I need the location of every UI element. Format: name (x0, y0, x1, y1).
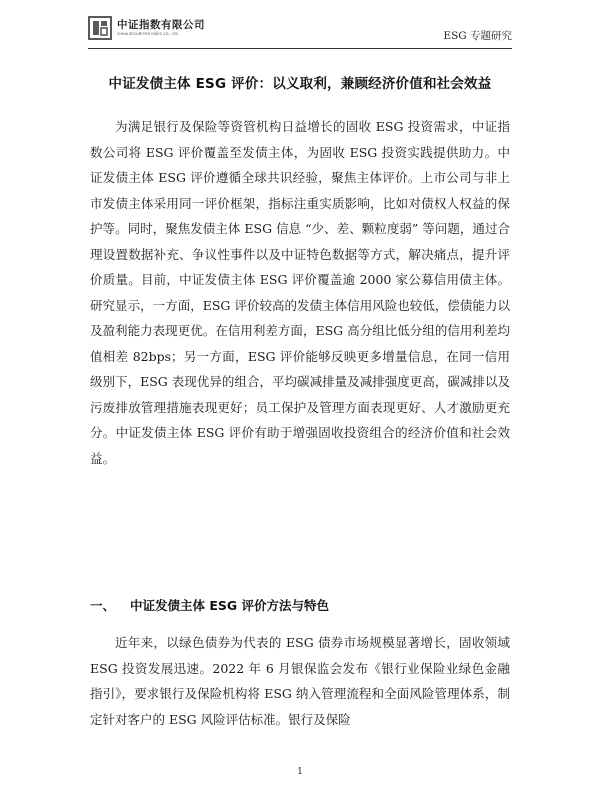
page-header (88, 14, 512, 49)
page-number: 1 (297, 767, 303, 777)
csi-logo-icon (88, 16, 112, 40)
section-number: 一、 (90, 598, 116, 613)
body-paragraph-abstract: 为满足银行及保险等资管机构日益增长的固收 ESG 投资需求，中证指数公司将 ESG 评价覆盖至发债主体，为固收 ESG 投资实践提供助力。中证发债主体 ESG 评价遵循全球共识经验，聚焦主体评价。上市公司与非上市发债主体采用同一评价框架，指标注重实质影响，比如对债权人权益的保护等。同时，聚焦发债主体 ESG 信息 “少、差、颗粒度弱” 等问题，通过合理设置数据补充、争议性事件以及中证特色数据等方式，解决痛点，提升评价质量。目前，中证发债主体 ESG 评价覆盖逾 2000 家公募信用债主体。研究显示，一方面，ESG 评价较高的发债主体信用风险也较低，偿债能力以及盈利能力表现更优。在信用利差方面，ESG 高分组比低分组的信用利差均值相差 82bps；另一方面，ESG 评价能够反映更多增量信息，在同一信用级别下，ESG 表现优异的组合，平均碳减排量及减排强度更高，碳减排以及污废排放管理措施表现更好；员工保护及管理方面表现更好、人才激励更充分。中证发债主体 ESG 评价有助于增强固收投资组合的经济价值和社会效益。 (90, 119, 510, 466)
section-heading (90, 596, 329, 614)
body-paragraph-intro: 近年来，以绿色债券为代表的 ESG 债券市场规模显著增长，固收领域 ESG 投资发展迅速。2022 年 6 月银保监会发布《银行业保险业绿色金融指引》，要求银行及保险机构将 ESG 纳入管理流程和全面风险管理体系，制定针对客户的 ESG 风险评估标准。银行及保险 (90, 635, 510, 727)
logo-english-name: CHINA SECURITIES INDEX CO., LTD. (117, 31, 180, 36)
logo-chinese-name: 中证指数有限公司 (117, 19, 205, 32)
document-title: 中证发债主体 ESG 评价：以义取利，兼顾经济价值和社会效益 (108, 76, 492, 92)
company-logo (88, 16, 205, 40)
section-title: 中证发债主体 ESG 评价方法与特色 (130, 598, 330, 613)
report-category: ESG 专题研究 (443, 30, 512, 42)
